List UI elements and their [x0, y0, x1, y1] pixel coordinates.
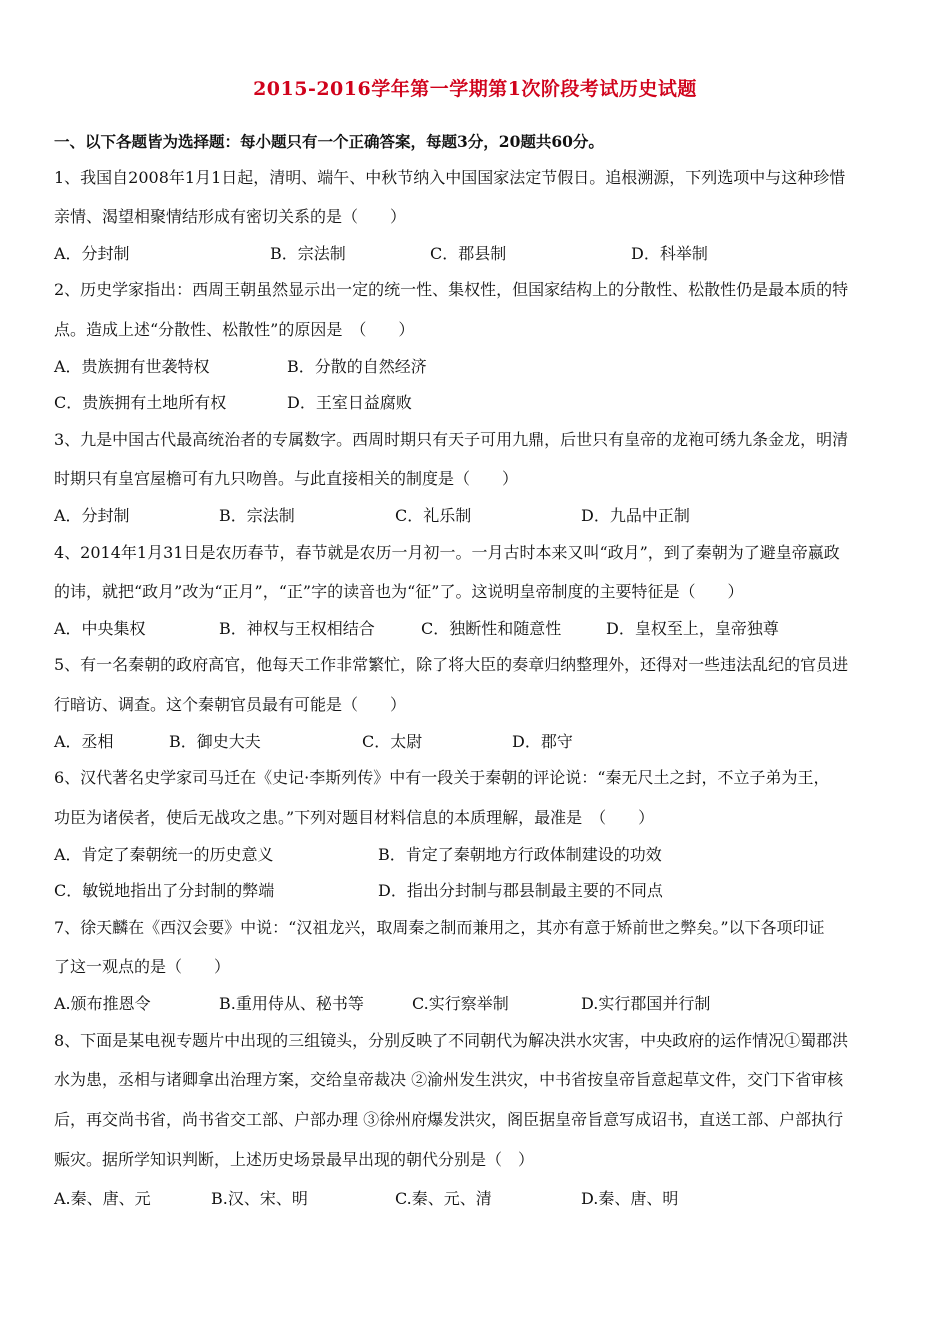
question-5-line-2: 行暗访、调查。这个秦朝官员最有可能是（ ）: [54, 695, 407, 714]
question-5-option-c: C．太尉: [362, 732, 423, 751]
question-3-line-2: 时期只有皇宫屋檐可有九只吻兽。与此直接相关的制度是（ ）: [54, 469, 519, 488]
question-8-line-4: 赈灾。据所学知识判断，上述历史场景最早出现的朝代分别是（ ）: [54, 1150, 535, 1169]
question-6-line-2: 功臣为诸侯者，使后无战攻之患。”下列对题目材料信息的本质理解，最准是 （ ）: [54, 808, 655, 827]
question-8-option-d: D.秦、唐、明: [581, 1189, 679, 1208]
question-2-line-1: 2、历史学家指出：西周王朝虽然显示出一定的统一性、集权性，但国家结构上的分散性、松散性仍是最本质的特: [54, 280, 849, 299]
question-8-option-b: B.汉、宋、明: [211, 1189, 308, 1208]
question-8-line-2: 水为患，丞相与诸卿拿出治理方案，交给皇帝裁决 ②渝州发生洪灾，中书省按皇帝旨意起草文件，交门下省审核: [54, 1070, 844, 1089]
question-6-option-a: A．肯定了秦朝统一的历史意义: [54, 845, 274, 864]
question-5-option-a: A．丞相: [54, 732, 114, 751]
question-5-option-d: D．郡守: [512, 732, 573, 751]
question-2-line-2: 点。造成上述“分散性、松散性”的原因是 （ ）: [54, 320, 415, 339]
question-8-option-a: A.秦、唐、元: [54, 1189, 151, 1208]
question-2-option-d: D．王室日益腐败: [287, 393, 412, 412]
question-6-option-c: C．敏锐地指出了分封制的弊端: [54, 881, 275, 900]
question-8-line-1: 8、下面是某电视专题片中出现的三组镜头，分别反映了不同朝代为解决洪水灾害，中央政府的运作情况①蜀郡洪: [54, 1031, 849, 1050]
question-8-option-c: C.秦、元、清: [395, 1189, 492, 1208]
question-2-option-b: B．分散的自然经济: [287, 357, 427, 376]
question-3-option-b: B．宗法制: [219, 506, 295, 525]
section-heading: 一、以下各题皆为选择题：每小题只有一个正确答案，每题3分，20题共60分。: [54, 132, 604, 151]
question-3-option-d: D．九品中正制: [581, 506, 690, 525]
question-5-option-b: B．御史大夫: [169, 732, 261, 751]
question-7-option-c: C.实行察举制: [412, 994, 509, 1013]
question-2-option-c: C．贵族拥有土地所有权: [54, 393, 227, 412]
question-6-line-1: 6、汉代著名史学家司马迁在《史记·李斯列传》中有一段关于秦朝的评论说：“秦无尺土之封，不立子弟为王，: [54, 768, 830, 787]
question-6-option-b: B．肯定了秦朝地方行政体制建设的功效: [378, 845, 662, 864]
question-3-option-c: C．礼乐制: [395, 506, 472, 525]
question-3-line-1: 3、九是中国古代最高统治者的专属数字。西周时期只有天子可用九鼎，后世只有皇帝的龙袍可绣九条金龙，明清: [54, 430, 849, 449]
question-1-option-b: B．宗法制: [270, 244, 346, 263]
page-title: 2015-2016学年第一学期第1次阶段考试历史试题: [253, 78, 697, 100]
question-4-option-c: C．独断性和随意性: [421, 619, 562, 638]
question-2-option-a: A．贵族拥有世袭特权: [54, 357, 210, 376]
question-4-option-d: D．皇权至上，皇帝独尊: [606, 619, 779, 638]
question-4-option-b: B．神权与王权相结合: [219, 619, 375, 638]
question-4-line-1: 4、2014年1月31日是农历春节，春节就是农历一月初一。一月古时本来又叫“政月”，到了秦朝为了避皇帝嬴政: [54, 543, 840, 562]
question-1-option-a: A．分封制: [54, 244, 130, 263]
question-1-option-c: C．郡县制: [430, 244, 507, 263]
question-5-line-1: 5、有一名秦朝的政府高官，他每天工作非常繁忙，除了将大臣的奏章归纳整理外，还得对一些违法乱纪的官员进: [54, 655, 849, 674]
question-1-line-1: 1、我国自2008年1月1日起，清明、端午、中秋节纳入中国国家法定节假日。追根溯源，下列选项中与这种珍惜: [54, 168, 846, 187]
question-7-option-a: A.颁布推恩令: [54, 994, 151, 1013]
question-7-option-d: D.实行郡国并行制: [581, 994, 711, 1013]
question-7-line-2: 了这一观点的是（ ）: [54, 957, 231, 976]
question-1-option-d: D．科举制: [631, 244, 708, 263]
question-3-option-a: A．分封制: [54, 506, 130, 525]
question-1-line-2: 亲情、渴望相聚情结形成有密切关系的是（ ）: [54, 207, 407, 226]
question-8-line-3: 后，再交尚书省，尚书省交工部、户部办理 ③徐州府爆发洪灾，阁臣据皇帝旨意写成诏书，直送工部、户部执行: [54, 1110, 844, 1129]
question-7-option-b: B.重用侍从、秘书等: [219, 994, 364, 1013]
question-4-option-a: A．中央集权: [54, 619, 146, 638]
question-4-line-2: 的讳，就把“政月”改为“正月”，“正”字的读音也为“征”了。这说明皇帝制度的主要特征是（ ）: [54, 582, 744, 601]
question-6-option-d: D．指出分封制与郡县制最主要的不同点: [378, 881, 663, 900]
question-7-line-1: 7、徐天麟在《西汉会要》中说：“汉祖龙兴，取周秦之制而兼用之，其亦有意于矫前世之弊矣。”以下各项印证: [54, 918, 825, 937]
